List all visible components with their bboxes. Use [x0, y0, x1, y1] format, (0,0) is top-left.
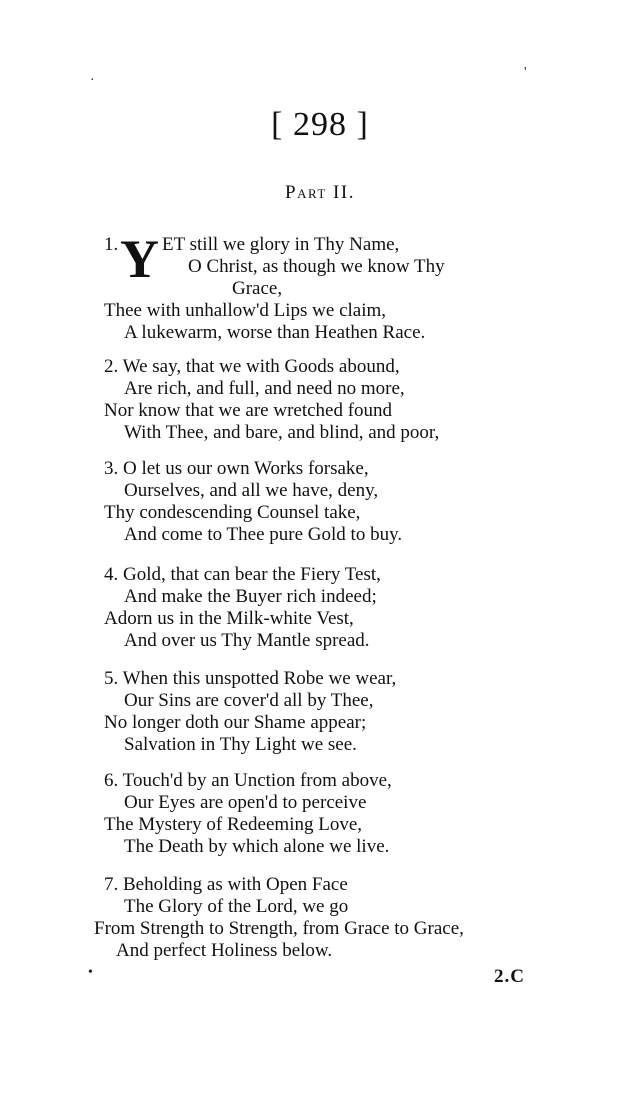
verse-line: From Strength to Strength, from Grace to Grace,: [94, 918, 464, 939]
verse-line: Thee with unhallow'd Lips we claim,: [104, 300, 387, 321]
verse-line: With Thee, and bare, and blind, and poor,: [124, 422, 440, 443]
page-number-header: [ 298 ]: [271, 106, 369, 143]
verse-line: No longer doth our Shame appear;: [104, 712, 367, 733]
verse-line: O Christ, as though we know Thy: [188, 256, 445, 277]
verse-line: 2. We say, that we with Goods abound,: [104, 356, 400, 377]
verse-line: The Death by which alone we live.: [124, 836, 390, 857]
verse-line: And come to Thee pure Gold to buy.: [124, 524, 403, 545]
verse-line: Adorn us in the Milk-white Vest,: [104, 608, 354, 629]
part-title: Part II.: [285, 182, 355, 203]
stanza-number: 3.: [104, 458, 119, 479]
stanza-number: 6.: [104, 770, 119, 791]
catchword: 2.C: [494, 966, 525, 987]
verse-line: Salvation in Thy Light we see.: [124, 734, 357, 755]
verse-line: 5. When this unspotted Robe we wear,: [104, 668, 397, 689]
margin-speck-top-right: ': [524, 65, 527, 80]
stanza-number: 7.: [104, 874, 119, 895]
verse-line: 4. Gold, that can bear the Fiery Test,: [104, 564, 381, 585]
verse-line: ET still we glory in Thy Name,: [162, 234, 400, 255]
verse-line: And make the Buyer rich indeed;: [124, 586, 377, 607]
verse-line: Are rich, and full, and need no more,: [124, 378, 405, 399]
drop-cap: Y: [120, 229, 159, 289]
verse-line: 6. Touch'd by an Unction from above,: [104, 770, 392, 791]
verse-line: Grace,: [232, 278, 283, 299]
verse-line: And perfect Holiness below.: [116, 940, 333, 961]
margin-speck-top-left: ·: [90, 73, 95, 88]
verse-line: The Mystery of Redeeming Love,: [104, 814, 363, 835]
stanza-number: 4.: [104, 564, 119, 585]
verse-line: Ourselves, and all we have, deny,: [124, 480, 379, 501]
verse-line: Our Eyes are open'd to perceive: [124, 792, 367, 813]
stanza-number: 5.: [104, 668, 119, 689]
stanza-number: 2.: [104, 356, 119, 377]
stanza-number: 1.: [104, 234, 119, 255]
verse-line: The Glory of the Lord, we go: [124, 896, 349, 917]
verse-line: Our Sins are cover'd all by Thee,: [124, 690, 374, 711]
verse-line: And over us Thy Mantle spread.: [124, 630, 370, 651]
verse-line: A lukewarm, worse than Heathen Race.: [124, 322, 426, 343]
verse-line: Thy condescending Counsel take,: [104, 502, 361, 523]
margin-speck-bottom-left: •: [88, 965, 93, 980]
verse-line: 3. O let us our own Works forsake,: [104, 458, 369, 479]
verse-line: Nor know that we are wretched found: [104, 400, 393, 421]
verse-line: 7. Beholding as with Open Face: [104, 874, 348, 895]
